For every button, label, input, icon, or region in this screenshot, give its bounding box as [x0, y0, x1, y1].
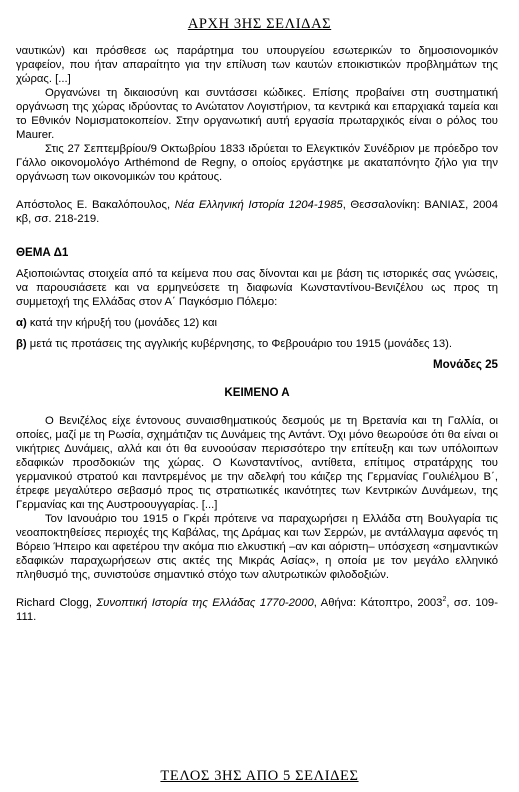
source1-paragraph-3: Στις 27 Σεπτεμβρίου/9 Οκτωβρίου 1833 ιδρύεται το Ελεγκτικόν Συνέδριον με πρόεδρο τον Γάλλο οικονομολόγο Arthémond de Regny, ο οποίος εργάστηκε με ακαταπόνητο ζήλο για την οργάνωση των οικονομικών του κράτους. [16, 143, 498, 183]
citation-publisher: , Θεσσαλονίκη: ΒΑΝΙΑΣ, 2004 κβ, σσ. 218-219. [16, 199, 499, 225]
source1-paragraph-1: ναυτικών) και πρόσθεσε ως παράρτημα του υπουργείου εσωτερικών το δημοσιονομικόν γραφείον, που ήταν απαραίτητο για την επίλυση των καυτών εποικιστικών προβλημάτων της χώρας. [...] [16, 45, 498, 85]
points-total: Μονάδες 25 [433, 358, 498, 371]
source1-paragraph-2: Οργανώνει τη δικαιοσύνη και συντάσσει κώδικες. Επίσης προβαίνει στη συστηματική οργάνωση της χώρας ιδρύοντας το Ανώτατον Λογιστήριον, τα κεντρικά και επαρχιακά ταμεία και το Εθνικόν Νομισματοκοπείον. Στην οργανωτική αυτή εργασία πρωταρχικός είναι ο ρόλος του Maurer. [16, 87, 498, 141]
edition-superscript: 2 [442, 596, 447, 604]
citation-publisher: , Αθήνα: Κάτοπτρο, 2003 [313, 597, 443, 609]
text-a-citation [16, 596, 498, 624]
text-a-paragraph-1: Ο Βενιζέλος είχε έντονους συναισθηματικούς δεσμούς με τη Βρετανία και τη Γαλλία, οι οποίες, μαζί με τη Ρωσία, σχημάτιζαν τις Δυνάμεις της Αντάντ. Όχι μόνο θεωρούσε ότι θα είναι οι νικήτριες Δυνάμεις, αλλά και ότι θα ευνοούσαν περισσότερο την επίτευξη και των υπόλοιπων εδαφικών προσδοκιών της χώρας. Ο Κωνσταντίνος, αντίθετα, επίτιμος στρατάρχης του γερμανικού στρατού και παντρεμένος με την αδελφή του κάιζερ της Γερμανίας Γουλιέλμου Β΄, έτρεφε μεγαλύτερο σεβασμό προς τις στρατιωτικές ικανότητες των Κεντρικών Δυνάμεων, της Γερμανίας και της Αυστροουγγαρίας. [...] [16, 415, 498, 511]
question-a-text: κατά την κήρυξή του (μονάδες 12) και [26, 317, 217, 329]
text-a-paragraph-2: Τον Ιανουάριο του 1915 ο Γκρέι πρότεινε να παραχωρήσει η Ελλάδα στη Βουλγαρία τις νεοαποκτηθείσες περιοχές της Καβάλας, της Δράμας και των Σερρών, με αντάλλαγμα αφενός τη Βόρειο Ήπειρο και αφετέρου την ακόμα πιο ελκυστική –αν και αόριστη– υπόσχεση «σημαντικών εδαφικών παραχωρήσεων στις ακτές της Μικράς Ασίας», η οποία με τον μεγάλο ελληνικό πληθυσμό της, συνιστούσε σημαντικό στόχο των αλυτρωτικών φιλοδοξιών. [16, 513, 498, 581]
citation-author: Richard Clogg, [16, 597, 97, 609]
text-a-title: ΚΕΙΜΕΝΟ Α [224, 386, 290, 399]
question-b-text: μετά τις προτάσεις της αγγλικής κυβέρνησης, το Φεβρουάριο του 1915 (μονάδες 13). [26, 338, 453, 350]
question-b-label: β) [16, 338, 27, 350]
question-a-label: α) [16, 317, 27, 329]
question-b [16, 337, 498, 351]
theme-intro: Αξιοποιώντας στοιχεία από τα κείμενα που σας δίνονται και με βάση τις ιστορικές σας γνώσεις, να παρουσιάσετε και να ερμηνεύσετε τη διαφωνία Κωνσταντίνου-Βενιζέλου ως προς τη συμμετοχή της Ελλάδας στον Α΄ Παγκόσμιο Πόλεμο: [16, 268, 498, 308]
citation-title: Συνοπτική Ιστορία της Ελλάδας 1770-2000 [96, 597, 314, 609]
theme-title: ΘΕΜΑ Δ1 [16, 246, 69, 259]
citation-author: Απόστολος Ε. Βακαλόπουλος, [16, 199, 175, 211]
citation-pages: , σσ. 109-111. [16, 597, 498, 623]
page-header: ΑΡΧΗ 3ΗΣ ΣΕΛΙΔΑΣ [187, 16, 332, 32]
page-footer: ΤΕΛΟΣ 3ΗΣ ΑΠΟ 5 ΣΕΛΙΔΕΣ [160, 768, 359, 784]
question-a [16, 316, 498, 330]
page-content [16, 44, 498, 624]
source1-citation [16, 198, 498, 226]
citation-title: Νέα Ελληνική Ιστορία 1204-1985 [174, 199, 343, 211]
